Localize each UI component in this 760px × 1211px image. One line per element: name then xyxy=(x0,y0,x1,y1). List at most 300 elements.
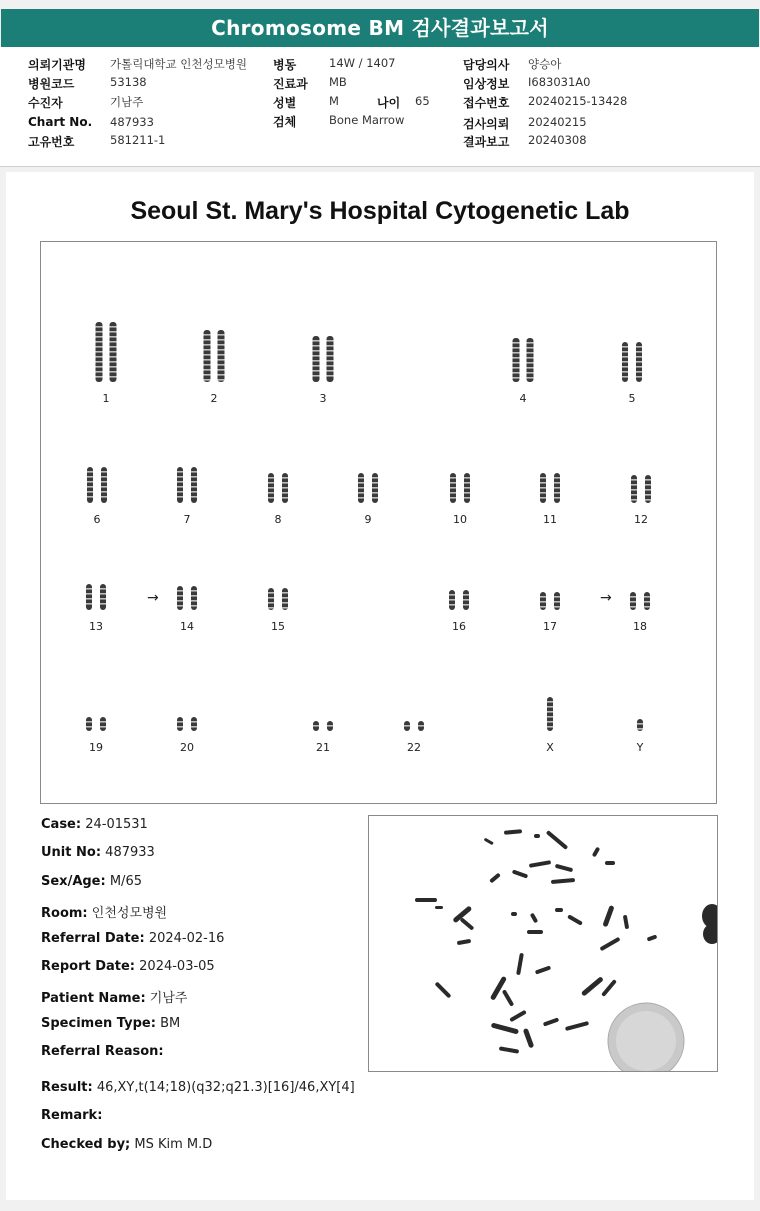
patient-info-panel xyxy=(0,47,760,167)
chromosome-band xyxy=(177,486,183,488)
chromosome-pair-17 xyxy=(540,592,560,610)
chromosome-band xyxy=(645,489,651,491)
info-value: I683031A0 xyxy=(528,75,591,89)
chromosome-band xyxy=(327,340,334,342)
chromosome-band xyxy=(177,471,183,473)
chromosome-band xyxy=(191,590,197,592)
chromosome-band xyxy=(87,491,93,493)
chromosome-band xyxy=(547,706,553,708)
chromosome-band xyxy=(513,377,520,379)
chromosome-band xyxy=(268,497,274,499)
chromosome-label-6: 6 xyxy=(93,513,101,526)
info-value: 양승아 xyxy=(528,57,562,71)
chromosome-band xyxy=(372,477,378,479)
chromosome-band xyxy=(449,604,455,606)
chromosome-band xyxy=(86,588,92,590)
info-value: M xyxy=(329,94,339,108)
chromosome-band xyxy=(86,598,92,600)
chromosome-band xyxy=(547,701,553,703)
chromosome-label-13: 13 xyxy=(89,620,103,633)
chromosome-label-x: X xyxy=(546,741,554,754)
chromosome-20 xyxy=(177,717,183,731)
chromosome-band xyxy=(358,492,364,494)
translocation-arrow-icon: → xyxy=(147,590,159,606)
chromosome-19 xyxy=(100,717,106,731)
chromosome-band xyxy=(177,605,183,607)
chromosome-band xyxy=(177,721,183,723)
chromosome-band xyxy=(630,606,636,608)
chromosome-band xyxy=(191,471,197,473)
chromosome-pair-9 xyxy=(358,473,378,503)
metaphase-image xyxy=(368,815,718,1072)
chromosome-band xyxy=(86,603,92,605)
chromosome-band xyxy=(644,601,650,603)
chromosome-band xyxy=(191,496,197,498)
chromosome-band xyxy=(513,357,520,359)
chromosome-label-20: 20 xyxy=(180,741,194,754)
chromosome-band xyxy=(630,601,636,603)
chromosome-band xyxy=(218,374,225,376)
chromosome-band xyxy=(268,592,274,594)
chromosome-band xyxy=(96,356,103,358)
report-title: Chromosome BM 검사결과보고서 xyxy=(211,16,549,40)
chromosome-band xyxy=(110,346,117,348)
translocation-arrow-icon: → xyxy=(600,590,612,606)
chromosome-band xyxy=(464,482,470,484)
info-value: MB xyxy=(329,75,347,89)
chromosome-band xyxy=(177,590,183,592)
chromosome-band xyxy=(96,351,103,353)
chromosome-band xyxy=(268,482,274,484)
chromosome-band xyxy=(191,605,197,607)
chromosome-band xyxy=(464,492,470,494)
chromosome-band xyxy=(372,482,378,484)
chromosome-band xyxy=(282,477,288,479)
chromosome-pair-5 xyxy=(622,342,642,382)
info-label: 성별 xyxy=(273,96,297,110)
chromosome-band xyxy=(622,371,628,373)
chromosome-band xyxy=(191,481,197,483)
chromosome-band xyxy=(463,604,469,606)
chromosome-band xyxy=(110,376,117,378)
chromosome-band xyxy=(87,496,93,498)
chromosome-band xyxy=(204,334,211,336)
chromosome-band xyxy=(540,596,546,598)
detail-row-remark: Remark: xyxy=(41,1108,103,1123)
chromosome-label-9: 9 xyxy=(364,513,372,526)
chromosome-band xyxy=(540,606,546,608)
chromosome-band xyxy=(86,726,92,728)
chromosome-band xyxy=(527,342,534,344)
info-label: Chart No. xyxy=(28,115,93,129)
chromosome-band xyxy=(449,594,455,596)
chromosome-band xyxy=(547,711,553,713)
chromosome-band xyxy=(513,352,520,354)
chromosome-label-19: 19 xyxy=(89,741,103,754)
info-value: 20240308 xyxy=(528,133,587,147)
info-label: 접수번호 xyxy=(463,96,510,110)
karyogram-panel xyxy=(40,241,717,804)
chromosome-band xyxy=(268,477,274,479)
chromosome-label-7: 7 xyxy=(183,513,191,526)
info-value: 가톨릭대학교 인천성모병원 xyxy=(110,57,247,71)
chromosome-pair-14 xyxy=(177,586,197,610)
chromosome-band xyxy=(313,345,320,347)
chromosome-band xyxy=(540,492,546,494)
chromosome-band xyxy=(191,476,197,478)
chromosome-band xyxy=(327,725,333,727)
chromosome-band xyxy=(636,376,642,378)
chromosome-band xyxy=(282,607,288,609)
chromosome-band xyxy=(313,340,320,342)
chromosome-band xyxy=(268,607,274,609)
chromosome-band xyxy=(204,379,211,381)
chromosome-band xyxy=(313,360,320,362)
chromosome-band xyxy=(87,481,93,483)
chromosome-band xyxy=(547,726,553,728)
chromosome-band xyxy=(96,336,103,338)
chromosome-band xyxy=(282,497,288,499)
chromosome-band xyxy=(527,357,534,359)
chromosome-label-y: Y xyxy=(636,741,644,754)
chromosome-band xyxy=(218,334,225,336)
chromosome-band xyxy=(177,476,183,478)
chromosome-band xyxy=(622,351,628,353)
chromosome-band xyxy=(218,344,225,346)
chromosome-band xyxy=(637,723,643,725)
chromosome-band xyxy=(204,374,211,376)
chromosome-band xyxy=(554,477,560,479)
chromosome-band xyxy=(622,346,628,348)
chromosome-band xyxy=(372,492,378,494)
chromosome-band xyxy=(645,484,651,486)
chromosome-band xyxy=(513,347,520,349)
chromosome-band xyxy=(513,342,520,344)
chromosome-band xyxy=(327,365,334,367)
info-value: 20240215 xyxy=(528,115,587,129)
chromosome-band xyxy=(313,375,320,377)
chromosome-band xyxy=(313,365,320,367)
chromosome-band xyxy=(100,721,106,723)
chromosome-band xyxy=(554,606,560,608)
chromosome-band xyxy=(268,597,274,599)
chromosome-band xyxy=(282,492,288,494)
detail-row-case: Case: 24-01531 xyxy=(41,817,148,832)
chromosome-20 xyxy=(191,717,197,731)
chromosome-band xyxy=(631,494,637,496)
chromosome-band xyxy=(327,360,334,362)
chromosome-band xyxy=(513,367,520,369)
chromosome-band xyxy=(418,725,424,727)
info-value: 20240215-13428 xyxy=(528,94,628,108)
chromosome-band xyxy=(645,494,651,496)
chromosome-band xyxy=(96,346,103,348)
chromosome-band xyxy=(191,491,197,493)
chromosome-band xyxy=(313,355,320,357)
info-label: 임상정보 xyxy=(463,77,510,91)
chromosome-pair-7 xyxy=(177,467,197,503)
chromosome-band xyxy=(450,477,456,479)
chromosome-15 xyxy=(268,588,274,610)
chromosome-band xyxy=(358,482,364,484)
chromosome-band xyxy=(191,595,197,597)
chromosome-band xyxy=(101,486,107,488)
age-label: 나이 xyxy=(377,96,401,110)
chromosome-band xyxy=(101,476,107,478)
chromosome-pair-21 xyxy=(313,721,333,731)
chromosome-band xyxy=(327,350,334,352)
chromosome-band xyxy=(177,600,183,602)
chromosome-band xyxy=(110,336,117,338)
chromosome-band xyxy=(622,366,628,368)
chromosome-label-4: 4 xyxy=(519,392,527,405)
chromosome-band xyxy=(554,596,560,598)
info-value: 581211-1 xyxy=(110,133,166,147)
chromosome-band xyxy=(464,497,470,499)
chromosome-band xyxy=(313,370,320,372)
detail-row-referral-date: Referral Date: 2024-02-16 xyxy=(41,931,225,946)
info-label: 검사의뢰 xyxy=(463,117,510,131)
chromosome-band xyxy=(204,339,211,341)
chromosome-band xyxy=(358,497,364,499)
chromosome-band xyxy=(110,356,117,358)
chromosome-pair-1 xyxy=(96,322,117,382)
chromosome-band xyxy=(218,379,225,381)
chromosome-band xyxy=(527,362,534,364)
chromosome-band xyxy=(547,716,553,718)
info-label: 고유번호 xyxy=(28,135,75,149)
chromosome-label-16: 16 xyxy=(452,620,466,633)
detail-row-unit: Unit No: 487933 xyxy=(41,845,155,860)
chromosome-pair-2 xyxy=(204,330,225,382)
detail-row-checked-by: Checked by; MS Kim M.D xyxy=(41,1137,213,1152)
chromosome-band xyxy=(101,481,107,483)
info-value: 53138 xyxy=(110,75,147,89)
chromosome-band xyxy=(218,369,225,371)
chromosome-band xyxy=(313,725,319,727)
metaphase-spread xyxy=(369,816,718,1072)
chromosome-band xyxy=(327,345,334,347)
chromosome-label-3: 3 xyxy=(319,392,327,405)
chromosome-band xyxy=(100,593,106,595)
chromosome-label-2: 2 xyxy=(210,392,218,405)
chromosome-band xyxy=(100,726,106,728)
chromosome-band xyxy=(204,344,211,346)
chromosome-band xyxy=(513,362,520,364)
chromosome-band xyxy=(327,375,334,377)
chromosome-band xyxy=(110,371,117,373)
chromosome-band xyxy=(268,487,274,489)
chromosome-band xyxy=(204,359,211,361)
chromosome-19 xyxy=(86,717,92,731)
detail-row-report-date: Report Date: 2024-03-05 xyxy=(41,959,215,974)
chromosome-band xyxy=(100,598,106,600)
info-label: 수진자 xyxy=(28,96,63,110)
chromosome-band xyxy=(177,491,183,493)
chromosome-pair-22 xyxy=(404,721,424,731)
chromosome-band xyxy=(101,496,107,498)
chromosome-band xyxy=(110,326,117,328)
info-value: 기남주 xyxy=(110,95,144,109)
chromosome-band xyxy=(622,361,628,363)
chromosome-label-1: 1 xyxy=(102,392,110,405)
detail-row-result: Result: 46,XY,t(14;18)(q32;q21.3)[16]/46,XY[4] xyxy=(41,1080,355,1095)
detail-row-sex-age: Sex/Age: M/65 xyxy=(41,874,142,889)
chromosome-label-15: 15 xyxy=(271,620,285,633)
chromosome-band xyxy=(554,492,560,494)
chromosome-band xyxy=(86,593,92,595)
chromosome-pair-16 xyxy=(449,590,469,610)
info-value: 14W / 1407 xyxy=(329,56,396,70)
chromosome-pair-x xyxy=(547,697,553,731)
chromosome-band xyxy=(540,477,546,479)
chromosome-band xyxy=(554,482,560,484)
chromosome-15 xyxy=(282,588,288,610)
chromosome-band xyxy=(630,596,636,598)
chromosome-band xyxy=(527,372,534,374)
chromosome-band xyxy=(327,355,334,357)
chromosome-band xyxy=(204,364,211,366)
chromosome-band xyxy=(282,482,288,484)
chromosome-band xyxy=(204,369,211,371)
detail-row-referral-reason: Referral Reason: xyxy=(41,1044,164,1059)
chromosome-band xyxy=(463,594,469,596)
chromosome-band xyxy=(86,721,92,723)
chromosome-band xyxy=(282,487,288,489)
chromosome-band xyxy=(358,487,364,489)
chromosome-label-14: 14 xyxy=(180,620,194,633)
chromosome-band xyxy=(527,347,534,349)
chromosome-pair-19 xyxy=(86,717,106,731)
chromosome-pair-8 xyxy=(268,473,288,503)
chromosome-band xyxy=(110,351,117,353)
chromosome-band xyxy=(101,491,107,493)
chromosome-band xyxy=(110,331,117,333)
chromosome-band xyxy=(110,341,117,343)
chromosome-band xyxy=(637,728,643,730)
chromosome-label-18: 18 xyxy=(633,620,647,633)
chromosome-band xyxy=(645,479,651,481)
chromosome-band xyxy=(96,331,103,333)
chromosome-band xyxy=(450,482,456,484)
chromosome-band xyxy=(96,371,103,373)
cytogenetic-report xyxy=(6,172,754,1200)
chromosome-label-12: 12 xyxy=(634,513,648,526)
info-label: 진료과 xyxy=(273,77,308,91)
chromosome-band xyxy=(96,366,103,368)
chromosome-pair-11 xyxy=(540,473,560,503)
detail-row-specimen: Specimen Type: BM xyxy=(41,1016,181,1031)
report-title-bar xyxy=(1,9,759,47)
chromosome-band xyxy=(218,349,225,351)
chromosome-band xyxy=(554,487,560,489)
chromosome-band xyxy=(218,354,225,356)
chromosome-band xyxy=(87,471,93,473)
chromosome-band xyxy=(636,366,642,368)
chromosome-pair-18 xyxy=(630,592,650,610)
chromosome-band xyxy=(358,477,364,479)
chromosome-band xyxy=(622,376,628,378)
chromosome-band xyxy=(450,497,456,499)
lab-title: Seoul St. Mary's Hospital Cytogenetic Lab xyxy=(130,197,630,225)
chromosome-band xyxy=(644,606,650,608)
chromosome-band xyxy=(527,367,534,369)
chromosome-band xyxy=(96,326,103,328)
chromosome-band xyxy=(636,361,642,363)
chromosome-band xyxy=(554,497,560,499)
chromosome-band xyxy=(177,496,183,498)
chromosome-band xyxy=(313,350,320,352)
chromosome-band xyxy=(631,484,637,486)
chromosome-band xyxy=(450,492,456,494)
info-label: 의뢰기관명 xyxy=(28,58,86,72)
chromosome-13 xyxy=(86,584,92,610)
detail-row-patient-name: Patient Name: 기남주 xyxy=(41,991,188,1006)
chromosome-band xyxy=(191,721,197,723)
chromosome-band xyxy=(540,601,546,603)
chromosome-band xyxy=(96,361,103,363)
chromosome-band xyxy=(218,339,225,341)
chromosome-band xyxy=(527,352,534,354)
chromosome-band xyxy=(644,596,650,598)
chromosome-band xyxy=(645,499,651,501)
chromosome-4 xyxy=(527,338,534,382)
chromosome-label-17: 17 xyxy=(543,620,557,633)
chromosome-pair-4 xyxy=(513,338,534,382)
chromosome-13 xyxy=(100,584,106,610)
chromosome-pair-6 xyxy=(87,467,107,503)
chromosome-band xyxy=(218,359,225,361)
chromosome-band xyxy=(177,595,183,597)
chromosome-band xyxy=(191,726,197,728)
chromosome-band xyxy=(540,497,546,499)
chromosome-pair-20 xyxy=(177,717,197,731)
chromosome-pair-13 xyxy=(86,584,106,610)
chromosome-band xyxy=(464,487,470,489)
chromosome-4 xyxy=(513,338,520,382)
chromosome-band xyxy=(554,601,560,603)
info-label: 담당의사 xyxy=(463,58,510,72)
chromosome-band xyxy=(268,492,274,494)
chromosome-band xyxy=(540,482,546,484)
chromosome-band xyxy=(282,602,288,604)
chromosome-band xyxy=(449,599,455,601)
chromosome-band xyxy=(636,346,642,348)
chromosome-band xyxy=(513,372,520,374)
chromosome-band xyxy=(636,356,642,358)
chromosome-band xyxy=(404,725,410,727)
chromosome-band xyxy=(177,481,183,483)
chromosome-pair-15 xyxy=(268,588,288,610)
chromosome-label-22: 22 xyxy=(407,741,421,754)
chromosome-label-21: 21 xyxy=(316,741,330,754)
info-value: 487933 xyxy=(110,115,154,129)
chromosome-band xyxy=(540,487,546,489)
chromosome-band xyxy=(204,354,211,356)
chromosome-band xyxy=(110,366,117,368)
info-value: Bone Marrow xyxy=(329,113,405,127)
chromosome-band xyxy=(268,602,274,604)
chromosome-band xyxy=(527,377,534,379)
chromosome-band xyxy=(463,599,469,601)
chromosome-band xyxy=(450,487,456,489)
chromosome-band xyxy=(636,371,642,373)
chromosome-band xyxy=(282,592,288,594)
chromosome-label-10: 10 xyxy=(453,513,467,526)
age-value: 65 xyxy=(415,94,430,108)
detail-row-room: Room: 인천성모병원 xyxy=(41,906,168,921)
chromosome-band xyxy=(177,726,183,728)
